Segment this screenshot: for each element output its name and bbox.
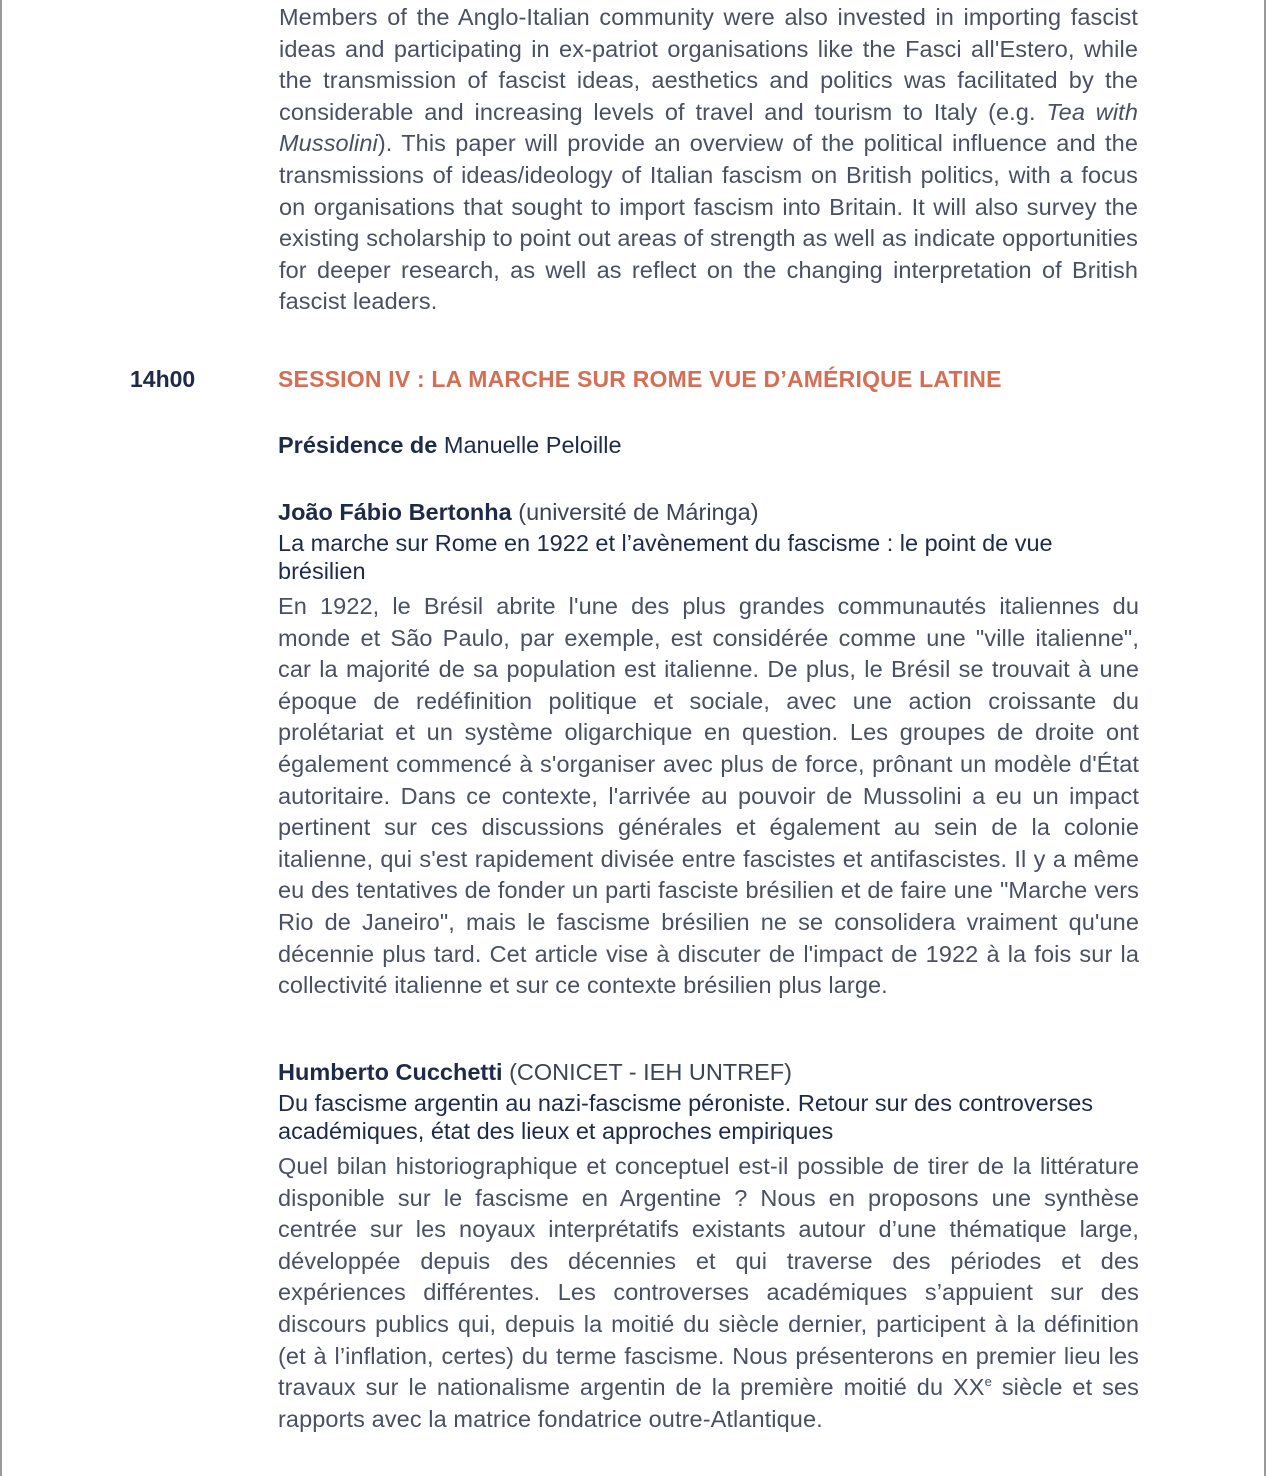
intro-abstract-text-1: Members of the Anglo-Italian community were also invested in importing fascist ideas and participating in ex-patriot organisations like the Fasci all'Estero, while the transmission of fascist ideas, aesthetics and politics was facilitated by the considerable and increasing levels of travel and tourism to Italy (e.g.	[279, 4, 1138, 125]
presidence-label: Présidence de	[278, 432, 438, 458]
talk-1-abstract: En 1922, le Brésil abrite l'une des plus grandes communautés italiennes du monde et São Paulo, par exemple, est considérée comme une "ville italienne", car la majorité de sa population est italienne. De plus, le Brésil se trouvait à une époque de redéfinition politique et sociale, avec une action croissante du prolétariat et un système oligarchique en question. Les groupes de droite ont également commencé à s'organiser avec plus de force, prônant un modèle d'État autoritaire. Dans ce contexte, l'arrivée au pouvoir de Mussolini a eu un impact pertinent sur ces discussions générales et également au sein de la colonie italienne, qui s'est rapidement divisée entre fascistes et antifascistes. Il y a même eu des tentatives de fonder un parti fasciste brésilien et de faire une "Marche vers Rio de Janeiro", mais le fascisme brésilien ne se consolidera vraiment qu'une décennie plus tard. Cet article vise à discuter de l'impact de 1922 à la fois sur la collectivité italienne et sur ce contexte brésilien plus large.	[278, 593, 1139, 999]
presidence-name: Manuelle Peloille	[437, 432, 622, 458]
intro-abstract-text-2: ). This paper will provide an overview of the political influence and the transmissions of ideas/ideology of Italian fascism on British politics, with a focus on organisations that sought to import fascism into Britain. It will also survey the existing scholarship to point out areas of strength as well as indicate opportunities for deeper research, as well as reflect on the changing interpretation of British fascist leaders.	[279, 130, 1138, 315]
talk-1	[278, 497, 1139, 1002]
speaker-affiliation: (université de Máringa)	[511, 499, 759, 525]
talk-2-abstract-text-2: siècle et ses rapports avec la matrice fondatrice outre-Atlantique.	[278, 1374, 1139, 1432]
talk-2-abstract-text-1: Quel bilan historiographique et conceptuel est-il possible de tirer de la littérature disponible sur le fascisme en Argentine ? Nous en proposons une synthèse centrée sur les noyaux interprétatifs existants autour d’une thématique large, développée depuis des décennies et qui traverse des périodes et des expériences différentes. Les controverses académiques s’appuient sur des discours publics qui, depuis la moitié du siècle dernier, participent à la définition (et à l’inflation, certes) du terme fascisme. Nous présenterons en premier lieu les travaux sur le nationalisme argentin de la première moitié du XX	[278, 1153, 1139, 1401]
talk-1-speaker	[278, 497, 1139, 527]
talk-2-title: Du fascisme argentin au nazi-fascisme péroniste. Retour sur des controverses académiques, état des lieux et approches empiriques	[278, 1090, 1094, 1144]
talk-2-speaker	[278, 1057, 1139, 1087]
speaker-name: João Fábio Bertonha	[278, 499, 512, 525]
session-time: 14h00	[130, 366, 196, 392]
speaker-name: Humberto Cucchetti	[278, 1059, 503, 1085]
century-superscript: e	[984, 1374, 992, 1390]
talk-2-abstract	[278, 1151, 1139, 1435]
talk-2	[278, 1057, 1139, 1435]
speaker-affiliation: (CONICET - IEH UNTREF)	[502, 1059, 792, 1085]
intro-abstract-italic: Tea with Mussolini	[279, 98, 1138, 157]
talk-1-title: La marche sur Rome en 1922 et l’avènement du fascisme : le point de vue brésilien	[278, 530, 1053, 584]
intro-abstract	[279, 2, 1138, 318]
session-presidence	[278, 432, 622, 459]
page-edge-left	[0, 0, 2, 1476]
intro-section	[279, 0, 1138, 318]
session-title: SESSION IV : LA MARCHE SUR ROME VUE D’AMÉRIQUE LATINE	[278, 366, 1002, 392]
